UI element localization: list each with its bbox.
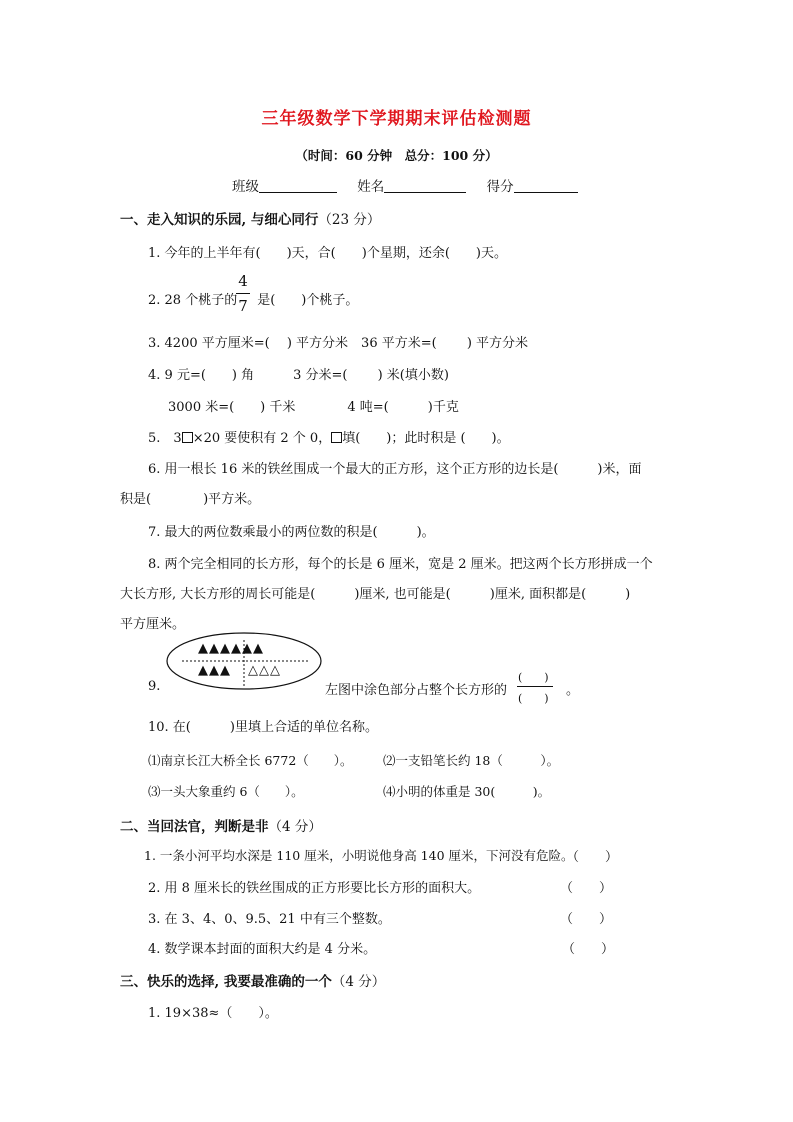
fraction-numerator: 4: [238, 272, 248, 290]
section-1-title: 一、走入知识的乐园, 与细心同行: [120, 212, 319, 228]
section-1-points: （23 分）: [318, 212, 381, 228]
question-1-8a: 8. 两个完全相同的长方形，每个的长是 6 厘米，宽是 2 厘米。把这两个长方形拼成一个: [148, 557, 653, 572]
question-1-1: 1. 今年的上半年有( )天，合( )个星期，还余( )天。: [148, 246, 507, 261]
section-2-points: （4 分）: [268, 819, 322, 835]
filled-triangles-bottom: ▲▲▲: [198, 663, 231, 678]
page-title: 三年级数学下学期期末评估检测题: [261, 109, 532, 129]
q9-fraction-top[interactable]: ( ): [518, 671, 549, 684]
question-1-3: 3. 4200 平方厘米=( ) 平方分米 36 平方米=( ) 平方分米: [148, 336, 529, 351]
question-1-10-4: ⑷小明的体重是 30( )。: [383, 784, 551, 799]
choice-question-1: 1. 19×38≈（ ）。: [148, 1006, 278, 1021]
section-3-heading: [120, 970, 385, 990]
question-1-10: 10. 在( )里填上合适的单位名称。: [148, 720, 378, 735]
judge-mark-3[interactable]: （ ）: [560, 912, 613, 927]
judge-mark-2[interactable]: （ ）: [560, 881, 613, 896]
class-label: 班级: [232, 179, 259, 195]
section-2-title: 二、当回法官，判断是非: [120, 819, 269, 835]
section-3-points: （4 分）: [331, 974, 386, 990]
q2-suffix: 是( )个桃子。: [257, 293, 359, 308]
question-1-6a: 6. 用一根长 16 米的铁丝围成一个最大的正方形，这个正方形的边长是( )米，面: [148, 462, 642, 477]
q5-part-c: 填( )；此时积是 ( )。: [342, 431, 510, 446]
question-1-2: [148, 289, 358, 308]
question-1-8c: 平方厘米。: [120, 617, 186, 632]
judge-mark-1[interactable]: （ ）: [566, 850, 619, 865]
question-1-10-2: ⑵一支铅笔长约 18（ ）。: [383, 753, 560, 768]
q9-fraction-bar: [517, 686, 553, 687]
judge-mark-4[interactable]: （ ）: [562, 942, 615, 957]
question-1-9-number: 9.: [148, 679, 161, 694]
name-label: 姓名: [357, 179, 385, 195]
question-1-6b: 积是( )平方米。: [120, 492, 261, 507]
question-1-10-3: ⑶一头大象重约 6（ ）。: [148, 784, 304, 799]
filled-triangles-top: ▲▲▲▲▲▲: [198, 641, 264, 656]
question-1-7: 7. 最大的两位数乘最小的两位数的积是( )。: [148, 525, 435, 540]
q5-part-a: 5. 3: [148, 431, 182, 446]
q2-prefix: 2. 28 个桃子的: [148, 293, 238, 308]
question-1-4a: 4. 9 元=( ) 角 3 分米=( ) 米(填小数): [148, 368, 449, 383]
question-1-4b: 3000 米=( ) 千米 4 吨=( )千克: [168, 400, 459, 415]
score-label: 得分: [486, 179, 514, 195]
question-1-5: [148, 427, 510, 446]
class-blank[interactable]: [259, 178, 337, 193]
section-3-title: 三、快乐的选择, 我要最准确的一个: [120, 974, 332, 990]
student-info-fields: [232, 175, 578, 195]
q5-part-b: ×20 要使积有 2 个 0，: [192, 431, 332, 446]
judge-item-3: 3. 在 3、4、0、9.5、21 中有三个整数。: [148, 912, 391, 927]
judge-item-4: 4. 数学课本封面的面积大约是 4 分米。: [148, 942, 377, 957]
fraction-denominator: 7: [238, 297, 248, 315]
question-1-8b: 大长方形, 大长方形的周长可能是( )厘米, 也可能是( )厘米, 面积都是( ): [120, 587, 631, 602]
section-2-heading: [120, 815, 322, 835]
question-1-10-1: ⑴南京长江大桥全长 6772（ ）。: [148, 753, 353, 768]
judge-item-1: 1. 一条小河平均水深是 110 厘米，小明说他身高 140 厘米，下河没有危险。: [144, 848, 574, 863]
q9-end: 。: [566, 683, 580, 698]
triangle-ellipse-diagram: [164, 630, 324, 692]
section-1-heading: [120, 208, 380, 228]
name-blank[interactable]: [384, 178, 466, 193]
q9-fraction-bottom[interactable]: ( ): [518, 692, 549, 705]
score-blank[interactable]: [514, 178, 578, 193]
question-1-9-text: 左图中涂色部分占整个长方形的: [325, 683, 508, 698]
empty-triangles-bottom: △△△: [248, 663, 281, 678]
blank-square-icon: [331, 432, 342, 443]
exam-info: （时间：60 分钟 总分：100 分）: [295, 148, 498, 163]
fraction-bar: [236, 293, 250, 294]
judge-item-2: 2. 用 8 厘米长的铁丝围成的正方形要比长方形的面积大。: [148, 881, 481, 896]
blank-square-icon: [182, 432, 193, 443]
